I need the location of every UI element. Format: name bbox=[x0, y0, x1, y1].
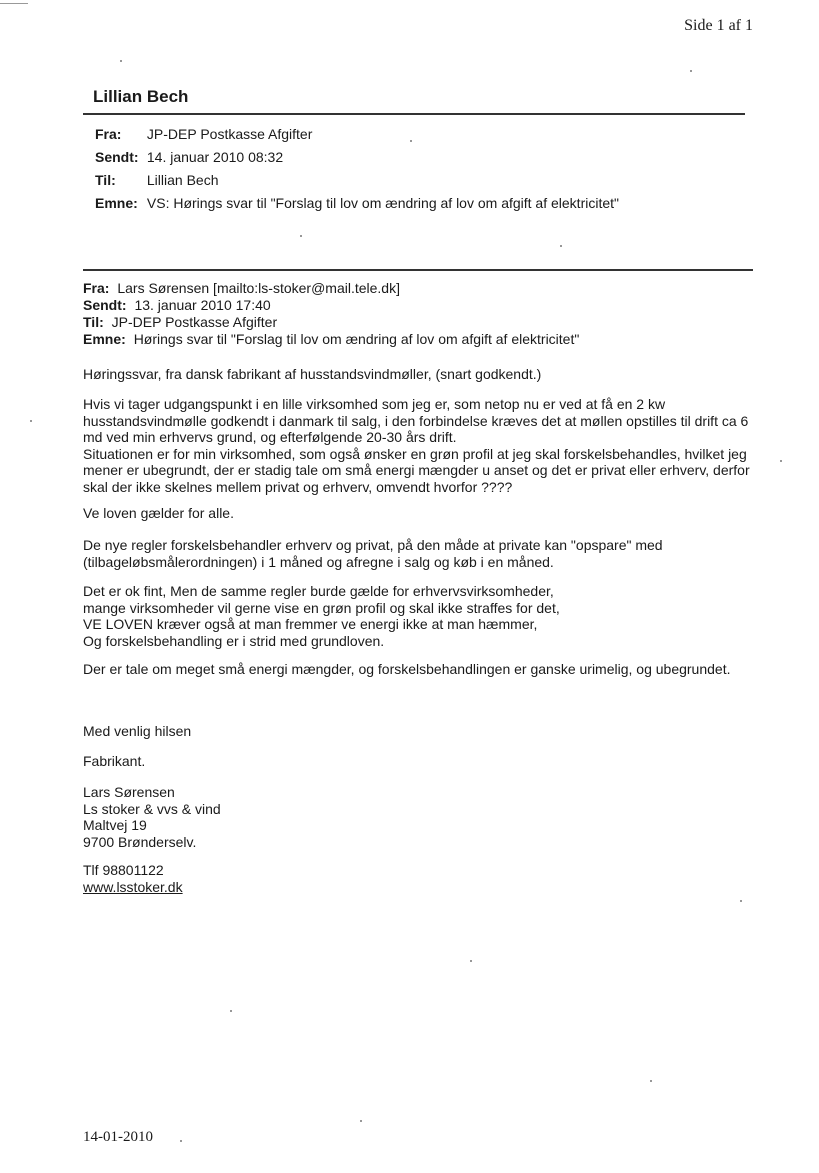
intro-line: Høringssvar, fra dansk fabrikant af husstandsvindmøller, (snart godkendt.) bbox=[83, 366, 542, 382]
inner-subject-row bbox=[83, 331, 579, 348]
scan-speck bbox=[780, 460, 782, 462]
inner-from-label: Fra: bbox=[83, 280, 110, 296]
outer-sent-value: 14. januar 2010 08:32 bbox=[146, 149, 284, 165]
inner-to-row bbox=[83, 314, 277, 331]
signature-phone: Tlf 98801122 bbox=[83, 862, 164, 878]
outer-to-label: Til: bbox=[95, 172, 116, 188]
outer-from-label: Fra: bbox=[95, 126, 122, 142]
website-link[interactable]: www.lsstoker.dk bbox=[83, 878, 183, 895]
paragraph-line: Der er tale om meget små energi mængder, og forskelsbehandlingen er ganske urimelig, og ubegrundet. bbox=[83, 661, 731, 677]
scan-speck bbox=[180, 1140, 182, 1142]
scan-speck bbox=[650, 1080, 652, 1082]
inner-sent-label: Sendt: bbox=[83, 297, 127, 313]
scan-speck bbox=[690, 70, 692, 72]
inner-subject-label: Emne: bbox=[83, 331, 126, 347]
outer-from-value: JP-DEP Postkasse Afgifter bbox=[146, 126, 313, 142]
outer-subject-label: Emne: bbox=[95, 195, 138, 211]
inner-from-row bbox=[83, 280, 400, 297]
body-paragraph-1 bbox=[83, 396, 763, 495]
inner-sent-value: 13. januar 2010 17:40 bbox=[134, 297, 271, 313]
signature-city: 9700 Brønderselv. bbox=[83, 833, 197, 850]
body-paragraph-4 bbox=[83, 583, 763, 649]
inner-from-value: Lars Sørensen [mailto:ls-stoker@mail.tele.dk] bbox=[117, 280, 400, 296]
inner-to-value: JP-DEP Postkasse Afgifter bbox=[111, 314, 278, 330]
paragraph-line: md ved min erhvervs grund, og efterfølgende 20-30 års drift. bbox=[83, 429, 457, 445]
scan-speck bbox=[30, 420, 32, 422]
scan-edge-mark bbox=[0, 3, 28, 4]
body-paragraph-3 bbox=[83, 537, 763, 570]
outer-to-row bbox=[95, 172, 219, 188]
signature-company: Ls stoker & vvs & vind bbox=[83, 800, 221, 817]
inner-header-rule bbox=[83, 269, 753, 271]
scan-speck bbox=[470, 960, 472, 962]
outer-to-value: Lillian Bech bbox=[146, 172, 219, 188]
paragraph-line: husstandsvindmølle godkendt i danmark til salg, i den forbindelse kræves det at møllen opstilles til drift ca 6 bbox=[83, 412, 749, 429]
scan-speck bbox=[300, 235, 302, 237]
outer-subject-value: VS: Hørings svar til "Forslag til lov om ændring af lov om afgift af elektricitet" bbox=[146, 195, 619, 211]
outer-subject-row bbox=[95, 195, 619, 211]
paragraph-line: VE LOVEN kræver også at man fremmer ve energi ikke at man hæmmer, bbox=[83, 616, 538, 632]
body-paragraph-2 bbox=[83, 505, 763, 522]
paragraph-line: Hvis vi tager udgangspunkt i en lille virksomhed som jeg er, som netop nu er ved at få en 2 kw bbox=[83, 396, 666, 412]
paragraph-line: Det er ok fint, Men de samme regler burde gælde for erhvervsvirksomheder, bbox=[83, 583, 554, 599]
outer-sender-name: Lillian Bech bbox=[93, 87, 189, 106]
outer-from-row bbox=[95, 126, 312, 142]
outer-header-rule bbox=[83, 113, 745, 115]
inner-sent-row bbox=[83, 297, 271, 314]
outer-sent-label: Sendt: bbox=[95, 149, 139, 165]
scan-speck bbox=[740, 900, 742, 902]
outer-sent-row bbox=[95, 149, 283, 165]
closing-role: Fabrikant. bbox=[83, 753, 146, 769]
scan-speck bbox=[560, 245, 562, 247]
paragraph-line: mener er ubegrundt, der er stadig tale om små energi mængder u anset og det er privat eller erhverv, derfor bbox=[83, 462, 750, 478]
closing-greeting: Med venlig hilsen bbox=[83, 723, 192, 739]
page-number: Side 1 af 1 bbox=[684, 17, 753, 34]
scan-speck bbox=[120, 60, 122, 62]
signature-name: Lars Sørensen bbox=[83, 784, 175, 800]
paragraph-line: skal der ikke skelnes mellem privat og erhverv, omvendt hvorfor ???? bbox=[83, 478, 513, 495]
body-intro bbox=[83, 366, 763, 383]
scan-speck bbox=[230, 1010, 232, 1012]
scan-speck bbox=[360, 1120, 362, 1122]
paragraph-line: Og forskelsbehandling er i strid med grundloven. bbox=[83, 632, 385, 649]
paragraph-line: mange virksomheder vil gerne vise en grøn profil og skal ikke straffes for det, bbox=[83, 599, 560, 616]
paragraph-line: Situationen er for min virksomhed, som også ønsker en grøn profil at jeg skal forskelsbehandles, hvilket jeg bbox=[83, 445, 747, 462]
paragraph-line: (tilbageløbsmålerordningen) i 1 måned og afregne i salg og køb i en måned. bbox=[83, 553, 554, 570]
body-paragraph-5 bbox=[83, 661, 763, 678]
signature-contact bbox=[83, 862, 183, 895]
inner-to-label: Til: bbox=[83, 314, 104, 330]
paragraph-line: De nye regler forskelsbehandler erhverv og privat, på den måde at private kan "opspare" med bbox=[83, 537, 663, 553]
paragraph-line: Ve loven gælder for alle. bbox=[83, 505, 234, 521]
footer-date: 14-01-2010 bbox=[83, 1129, 153, 1145]
signature-address bbox=[83, 784, 221, 850]
scan-speck bbox=[410, 140, 412, 142]
inner-subject-value: Hørings svar til "Forslag til lov om ændring af lov om afgift af elektricitet" bbox=[133, 331, 580, 347]
signature-street: Maltvej 19 bbox=[83, 817, 147, 833]
